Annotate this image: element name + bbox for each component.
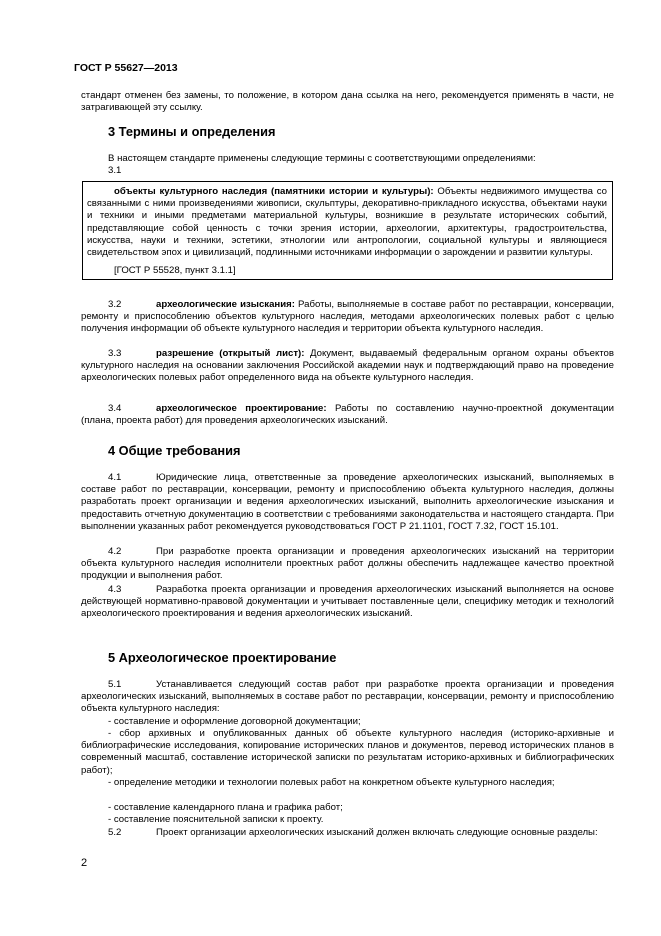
clause-4-2-number: 4.2: [108, 546, 122, 557]
term-3-2-term: археологические изыскания:: [156, 299, 295, 310]
clause-5-1-text: Устанавливается следующий состав работ при разработке проекта организации и проведения археологических изысканий, выполняемых в составе работ по реставрации, консервации, ремонту и приспособлению объекта культурного наследия:: [81, 679, 614, 715]
term-3-3: [81, 348, 614, 385]
clause-5-2: [81, 827, 614, 839]
document-header: ГОСТ Р 55627—2013: [74, 62, 178, 74]
clause-5-2-number: 5.2: [108, 827, 122, 838]
term-3-1-definition: Объекты недвижимого имущества со связанными с ними произведениями живописи, скульптуры, декоративно-прикладного искусства, объектами науки и техники и иными предметами материальной культуры, возникшие в результате исторических событий, представляющие собой ценность с точки зрения истории, археологии, архитектуры, градостроительства, искусства, науки и техники, эстетики, этнологии или антропологии, социальной культуры и являющиеся свидетельством эпох и цивилизаций, подлинными источниками информации о зарождении и развитии культуры.: [87, 186, 607, 259]
term-3-4: [81, 403, 614, 427]
term-3-2: [81, 299, 614, 336]
list-item: - составление и оформление договорной документации;: [108, 716, 361, 727]
section-3-title: 3 Термины и определения: [108, 124, 276, 139]
clause-4-3-text: Разработка проекта организации и проведения археологических изысканий выполняется на основе действующей нормативно-правовой документации и учитывает поставленные цели, специфику методик и технологий археологического проектирования и ведения археологических изысканий.: [81, 584, 614, 620]
term-3-1-reference: [ГОСТ Р 55528, пункт 3.1.1]: [114, 265, 236, 276]
list-item: - определение методики и технологии полевых работ на конкретном объекте культурного наследия;: [108, 777, 555, 788]
clause-4-2-text: При разработке проекта организации и проведения археологических изысканий на территории объекта культурного наследия исполнители проектных работ должны обеспечить надлежащее качество проектной продукции и выполнения работ.: [81, 546, 614, 582]
term-3-2-definition: Работы, выполняемые в составе работ по реставрации, консервации, ремонту и приспособлению объектов культурного наследия, методами археологических полевых работ с целью получения информации об объекте культурного наследия и территории объекта культурного наследия.: [81, 299, 614, 335]
section-4-title: 4 Общие требования: [108, 443, 241, 458]
section-5-title: 5 Археологическое проектирование: [108, 650, 337, 665]
term-3-1: [87, 186, 607, 259]
clause-3-4-number: 3.4: [108, 403, 122, 414]
clause-4-1-text: Юридические лица, ответственные за проведение археологических изысканий, выполняемых в составе работ по реставрации, консервации, ремонту и приспособлению объекта культурного наследия, должны разработать проект организации и ведения археологических изысканий, выполнить археологические изыскания и предоставить отчетную документацию в соответствии с требованиями законодательства и настоящего стандарта. При выполнении указанных работ рекомендуется руководствоваться ГОСТ Р 21.1101, ГОСТ 7.32, ГОСТ 15.101.: [81, 472, 614, 532]
intro-paragraph: стандарт отменен без замены, то положение, в котором дана ссылка на него, рекомендуется применять в части, не затрагивающей эту ссылку.: [81, 90, 614, 114]
clause-5-1: [81, 679, 614, 716]
list-item: - сбор архивных и опубликованных данных об объекте культурного наследия (историко-архивные и библиографические исследования, копирование исторических планов и документов, перевод исторических планов в современный масштаб, составление исторической записки по результатам историко-архивных и библиографических работ);: [81, 728, 614, 776]
clause-5-1-number: 5.1: [108, 679, 122, 690]
section-3-lead: В настоящем стандарте применены следующие термины с соответствующими определениями:: [108, 153, 536, 164]
clause-4-2: [81, 546, 614, 583]
clause-4-1-number: 4.1: [108, 472, 122, 483]
page-number: 2: [81, 857, 88, 869]
term-3-3-term: разрешение (открытый лист):: [156, 348, 305, 359]
term-3-1-box: [82, 181, 613, 280]
term-3-3-definition: Документ, выдаваемый федеральным органом охраны объектов культурного наследия на основании заключения Российской академии наук и подтверждающий право на проведение археологических полевых работ определенного вида на объекте культурного наследия.: [81, 348, 614, 384]
term-3-4-term: археологическое проектирование:: [156, 403, 327, 414]
clause-3-2-number: 3.2: [108, 299, 122, 310]
clause-3-1-number: 3.1: [108, 165, 122, 176]
clause-3-3-number: 3.3: [108, 348, 122, 359]
clause-4-1: [81, 472, 614, 533]
clause-4-3-number: 4.3: [108, 584, 122, 595]
list-item: - составление пояснительной записки к проекту.: [108, 814, 324, 825]
term-3-4-definition: Работы по составлению научно-проектной документации (плана, проекта работ) для проведения археологических изысканий.: [81, 403, 614, 427]
clause-4-3: [81, 584, 614, 621]
clause-5-2-text: Проект организации археологических изысканий должен включать следующие основные разделы:: [156, 827, 598, 838]
term-3-1-term: объекты культурного наследия (памятники истории и культуры):: [114, 186, 434, 197]
list-item: - составление календарного плана и графика работ;: [108, 802, 343, 813]
